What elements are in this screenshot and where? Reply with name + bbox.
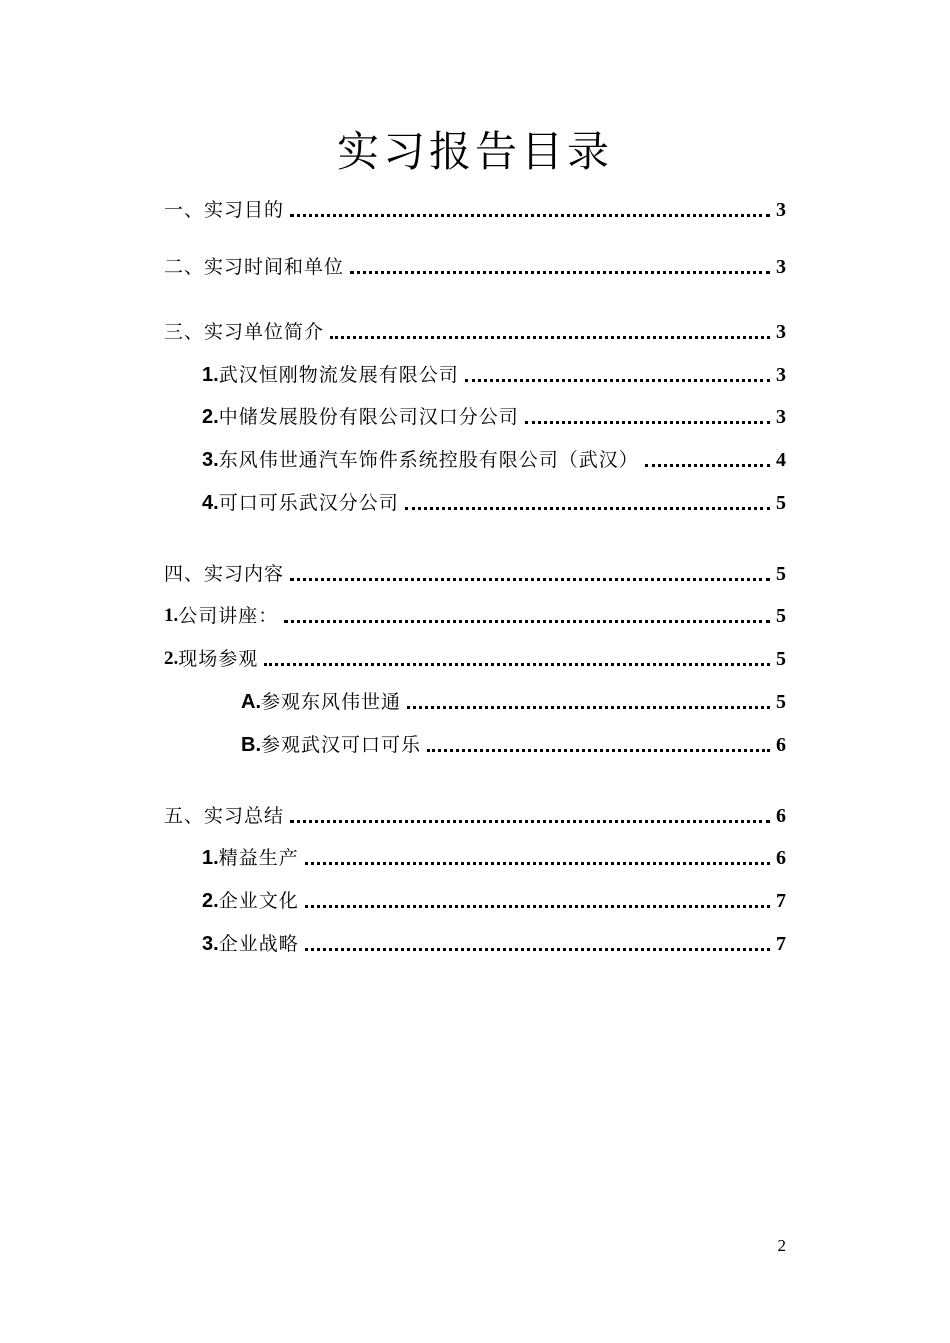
toc-entry-unit-intro[interactable]: [164, 319, 786, 345]
toc-entry-number: 1.: [202, 847, 219, 869]
toc-entry-page: 5: [776, 563, 786, 585]
toc-entry-text: 企业战略: [218, 933, 299, 955]
toc-entry-number: 2.: [202, 890, 219, 912]
toc-leader-dots: [290, 214, 770, 217]
toc-entry-page: 3: [776, 406, 786, 428]
toc-leader-dots: [305, 948, 770, 951]
toc-entry-site-visit[interactable]: [164, 646, 786, 672]
toc-leader-dots: [427, 749, 770, 752]
toc-leader-dots: [645, 464, 770, 467]
toc-entry-text: 三、实习单位简介: [164, 321, 325, 343]
page-number: 2: [777, 1236, 786, 1255]
toc-entry-number: B.: [241, 734, 261, 756]
toc-entry-page: 7: [776, 933, 786, 955]
toc-entry-zhongchu[interactable]: [202, 404, 786, 430]
toc-leader-dots: [284, 620, 770, 623]
toc-entry-text: 五、实习总结: [164, 805, 285, 827]
toc-entry-text: 武汉恒刚物流发展有限公司: [218, 364, 459, 386]
toc-entry-number: 1.: [164, 605, 179, 626]
toc-entry-page: 3: [776, 256, 786, 278]
toc-leader-dots: [305, 862, 770, 865]
toc-entry-content[interactable]: [164, 561, 786, 587]
toc-entry-text: 企业文化: [218, 890, 299, 912]
toc-entry-number: 2.: [164, 648, 179, 669]
toc-entry-page: 5: [776, 492, 786, 514]
toc-entry-page: 6: [776, 805, 786, 827]
toc-entry-visit-dongfeng[interactable]: [241, 689, 786, 715]
toc-leader-dots: [407, 706, 770, 709]
toc-entry-number: 1.: [202, 364, 219, 386]
toc-entry-text: 公司讲座：: [178, 605, 279, 627]
toc-leader-dots: [525, 421, 770, 424]
toc-entry-text: 四、实习内容: [164, 563, 285, 585]
toc-entry-text: 二、实习时间和单位: [164, 256, 345, 278]
toc-entry-hengang-logistics[interactable]: [202, 362, 786, 388]
toc-entry-lean-production[interactable]: [202, 845, 786, 871]
toc-entry-text: 中储发展股份有限公司汉口分公司: [218, 406, 519, 428]
toc-leader-dots: [290, 578, 770, 581]
toc-entry-number: 3.: [202, 933, 219, 955]
toc-entry-corporate-culture[interactable]: [202, 888, 786, 914]
toc-entry-text: 参观武汉可口可乐: [261, 734, 422, 756]
toc-entry-corporate-strategy[interactable]: [202, 931, 786, 957]
toc-entry-page: 7: [776, 890, 786, 912]
toc-entry-page: 6: [776, 734, 786, 756]
toc-entry-number: 4.: [202, 492, 219, 514]
toc-leader-dots: [465, 379, 770, 382]
toc-entry-dongfeng-visteon[interactable]: [202, 447, 786, 473]
toc-entry-visit-coca-cola[interactable]: [241, 732, 786, 758]
toc-entry-page: 3: [776, 199, 786, 221]
toc-leader-dots: [330, 336, 770, 339]
toc-entry-text: 东风伟世通汽车饰件系统控股有限公司（武汉）: [218, 449, 639, 471]
toc-entry-page: 3: [776, 321, 786, 343]
toc-entry-text: 参观东风伟世通: [261, 691, 402, 713]
toc-leader-dots: [350, 271, 770, 274]
toc-entry-number: 3.: [202, 449, 219, 471]
toc-leader-dots: [305, 905, 770, 908]
toc-entry-text: 可口可乐武汉分公司: [218, 492, 399, 514]
toc-entry-summary[interactable]: [164, 803, 786, 829]
toc-leader-dots: [405, 507, 770, 510]
page-title: 实习报告目录: [336, 127, 613, 176]
toc-leader-dots: [290, 820, 770, 823]
toc-entry-page: 5: [776, 691, 786, 713]
toc-entry-page: 5: [776, 648, 786, 670]
toc-entry-page: 5: [776, 605, 786, 627]
toc-entry-page: 3: [776, 364, 786, 386]
toc-leader-dots: [264, 663, 770, 666]
toc-entry-page: 6: [776, 847, 786, 869]
toc-entry-text: 一、实习目的: [164, 199, 285, 221]
toc-entry-text: 现场参观: [178, 648, 259, 670]
toc-entry-purpose[interactable]: [164, 197, 786, 223]
toc-entry-coca-cola[interactable]: [202, 490, 786, 516]
toc-entry-number: 2.: [202, 406, 219, 428]
toc-entry-number: A.: [241, 691, 261, 713]
toc-entry-page: 4: [776, 449, 786, 471]
toc-entry-lecture[interactable]: [164, 603, 786, 629]
toc-entry-text: 精益生产: [218, 847, 299, 869]
toc-entry-time-and-unit[interactable]: [164, 254, 786, 280]
